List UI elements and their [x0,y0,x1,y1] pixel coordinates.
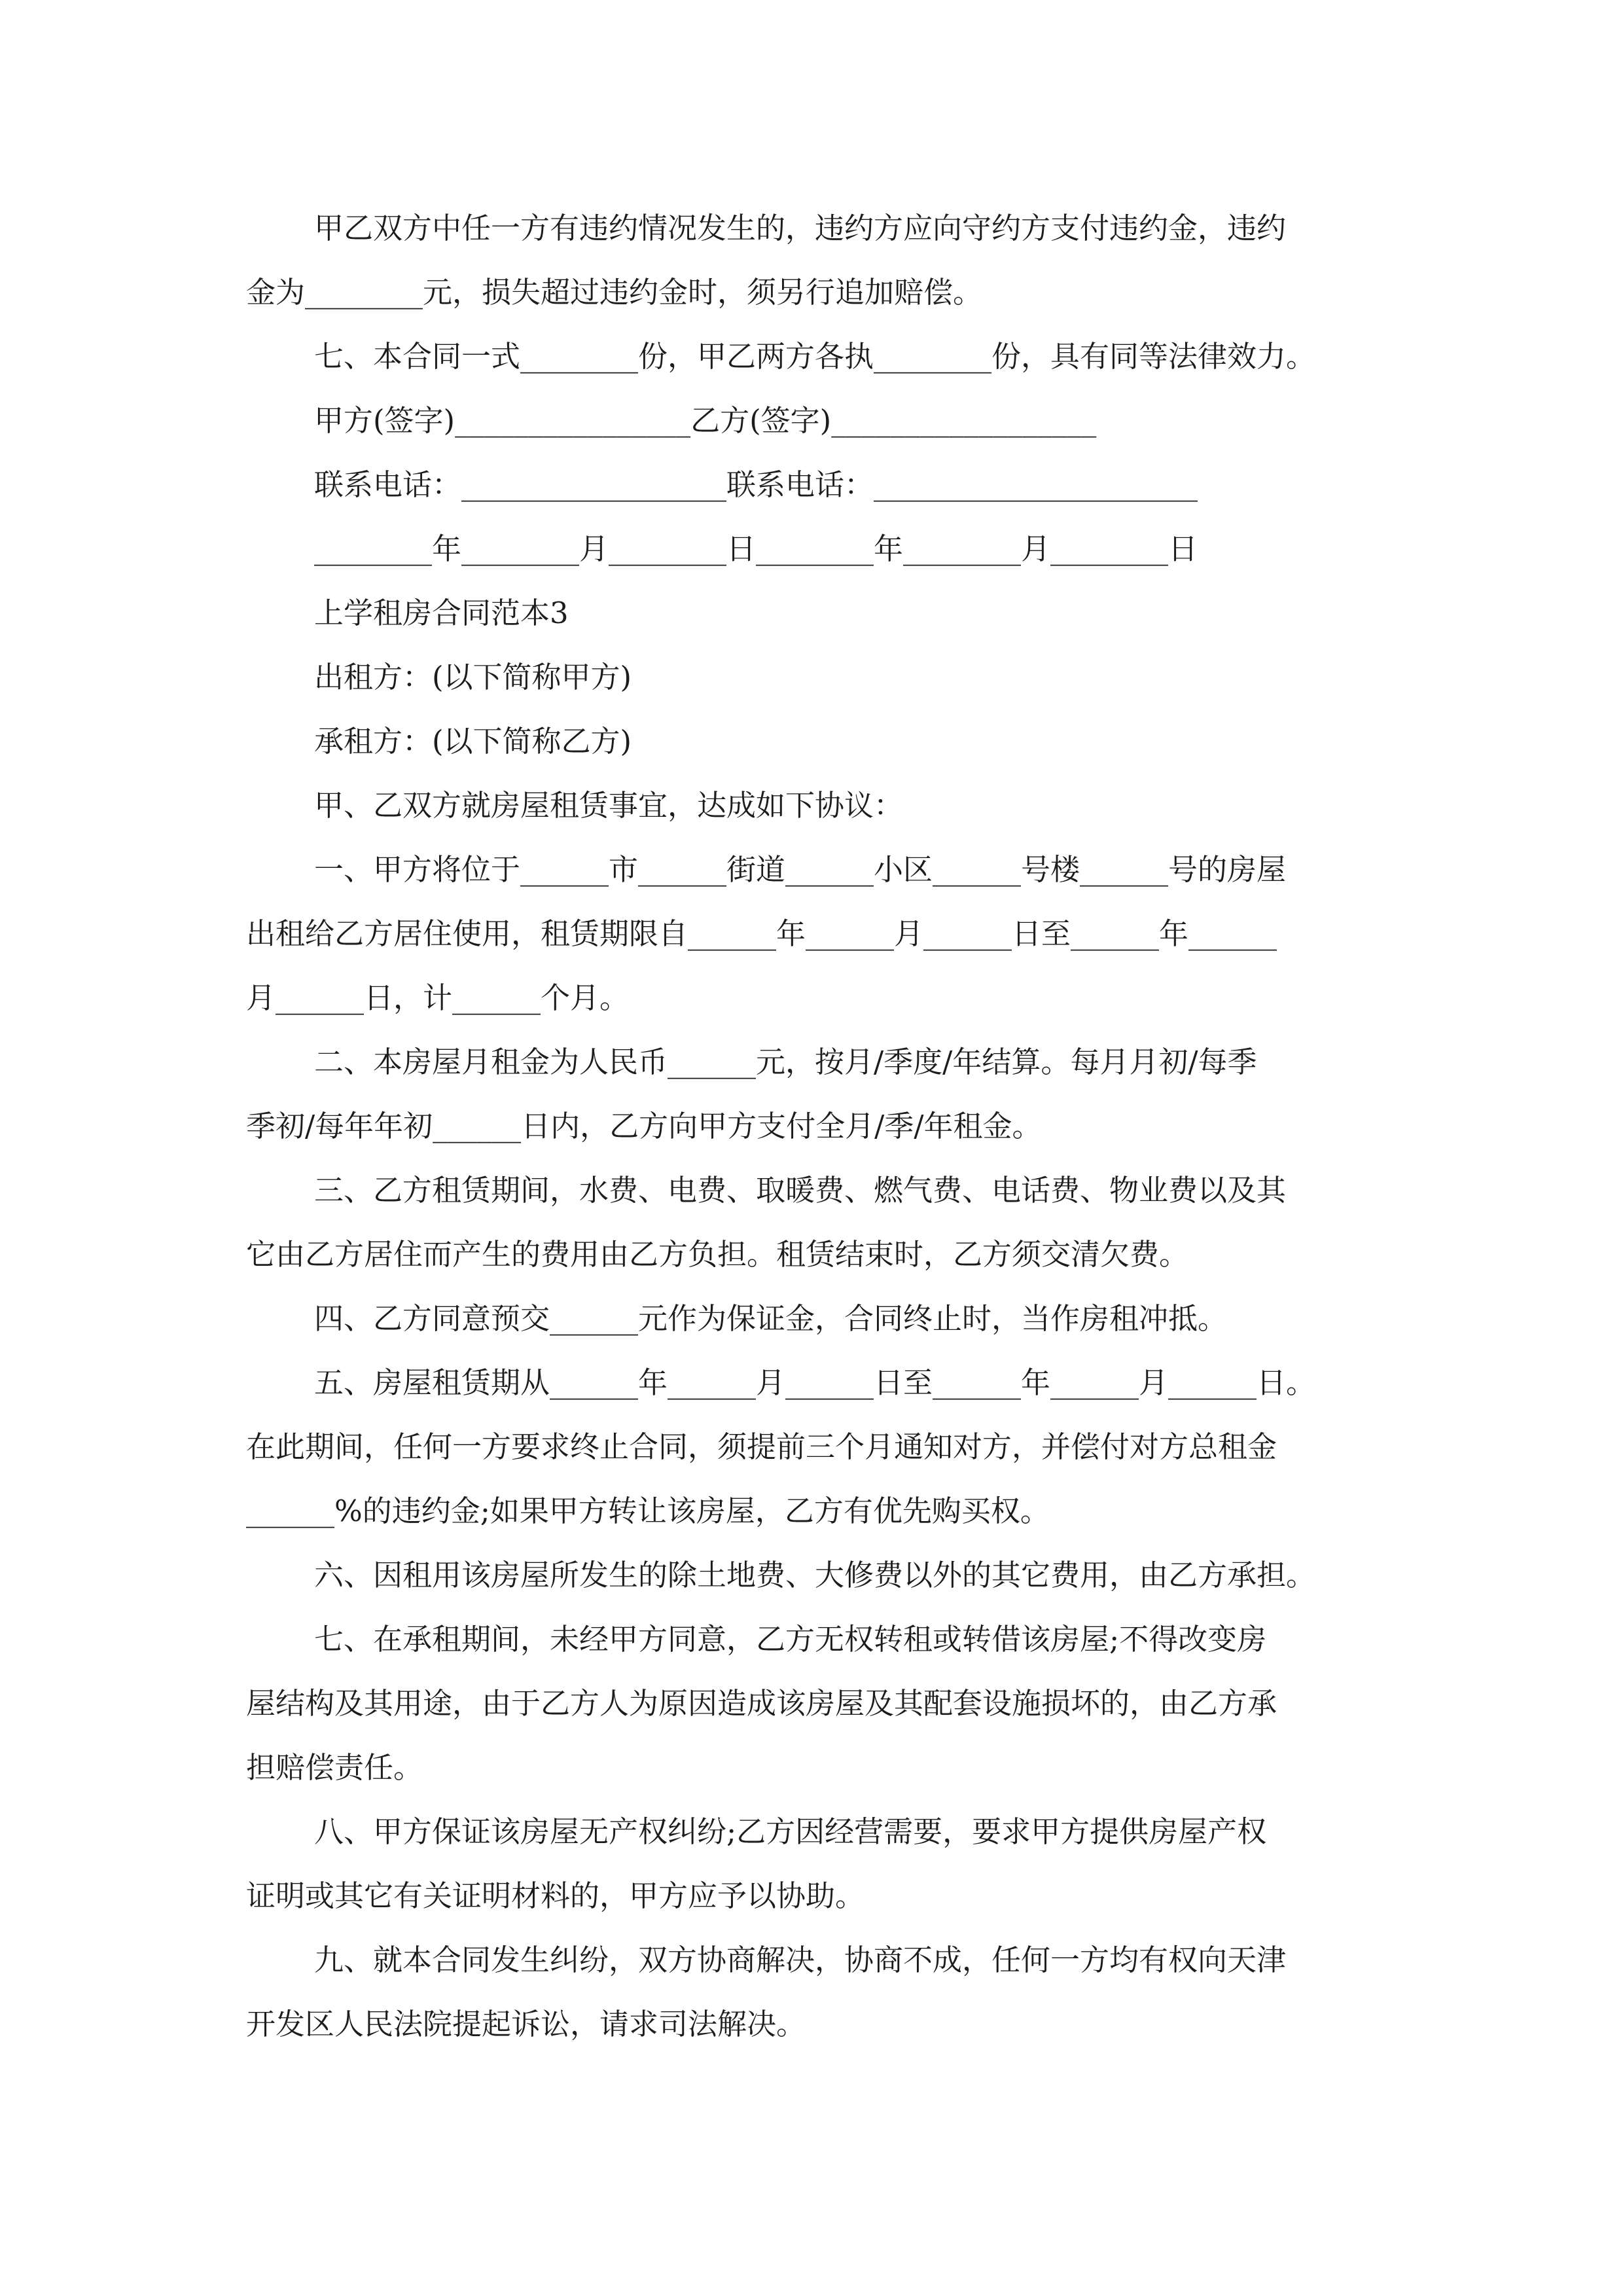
clause-9-line: 开发区人民法院提起诉讼，请求司法解决。 [246,2007,806,2041]
text-line: 甲、乙双方就房屋租赁事宜，达成如下协议： [314,788,904,823]
clause-8-line: 八、甲方保证该房屋无产权纠纷;乙方因经营需要，要求甲方提供房屋产权 [314,1814,1267,1849]
clause-7-line: 屋结构及其用途，由于乙方人为原因造成该房屋及其配套设施损坏的，由乙方承 [246,1686,1277,1721]
clause-4-line: 四、乙方同意预交______元作为保证金，合同终止时，当作房租冲抵。 [314,1301,1228,1336]
clause-1-line: 一、甲方将位于______市______街道______小区______号楼______号的房屋 [314,852,1287,887]
clause-9-line: 九、就本合同发生纠纷，双方协商解决，协商不成，任何一方均有权向天津 [314,1943,1287,1977]
phone-line: 联系电话：__________________联系电话：______________________ [314,467,1198,502]
text-line: 甲乙双方中任一方有违约情况发生的，违约方应向守约方支付违约金，违约 [314,211,1287,245]
clause-7-line: 七、在承租期间，未经甲方同意，乙方无权转租或转借该房屋;不得改变房 [314,1622,1267,1657]
clause-2-line: 季初/每年年初______日内，乙方向甲方支付全月/季/年租金。 [246,1109,1042,1143]
section-title: 上学租房合同范本3 [314,596,569,630]
document-body [246,196,1378,2056]
clause-8-line: 证明或其它有关证明材料的，甲方应予以协助。 [246,1878,865,1913]
text-line: 金为________元，损失超过违约金时，须另行追加赔偿。 [246,275,983,310]
clause-7-line: 担赔偿责任。 [246,1750,423,1785]
signature-line: 甲方(签字)________________乙方(签字)__________________ [314,403,1097,438]
clause-3-line: 三、乙方租赁期间，水费、电费、取暖费、燃气费、电话费、物业费以及其 [314,1173,1287,1208]
clause-6-line: 六、因租用该房屋所发生的除土地费、大修费以外的其它费用，由乙方承担。 [314,1558,1316,1592]
clause-1-line: 出租给乙方居住使用，租赁期限自______年______月______日至______年______ [246,916,1277,951]
clause-5-line: ______%的违约金;如果甲方转让该房屋，乙方有优先购买权。 [246,1494,1050,1528]
date-line: ________年________月________日________年________月________日 [314,531,1198,566]
lessor-line: 出租方：(以下简称甲方) [314,660,632,694]
clause-5-line: 在此期间，任何一方要求终止合同，须提前三个月通知对方，并偿付对方总租金 [246,1429,1277,1464]
text-line: 七、本合同一式________份，甲乙两方各执________份，具有同等法律效力。 [314,339,1316,374]
clause-3-line: 它由乙方居住而产生的费用由乙方负担。租赁结束时，乙方须交清欠费。 [246,1237,1189,1272]
clause-2-line: 二、本房屋月租金为人民币______元，按月/季度/年结算。每月月初/每季 [314,1045,1257,1079]
lessee-line: 承租方：(以下简称乙方) [314,724,632,759]
clause-1-line: 月______日，计______个月。 [246,980,630,1015]
clause-5-line: 五、房屋租赁期从______年______月______日至______年______月______日。 [314,1365,1316,1400]
